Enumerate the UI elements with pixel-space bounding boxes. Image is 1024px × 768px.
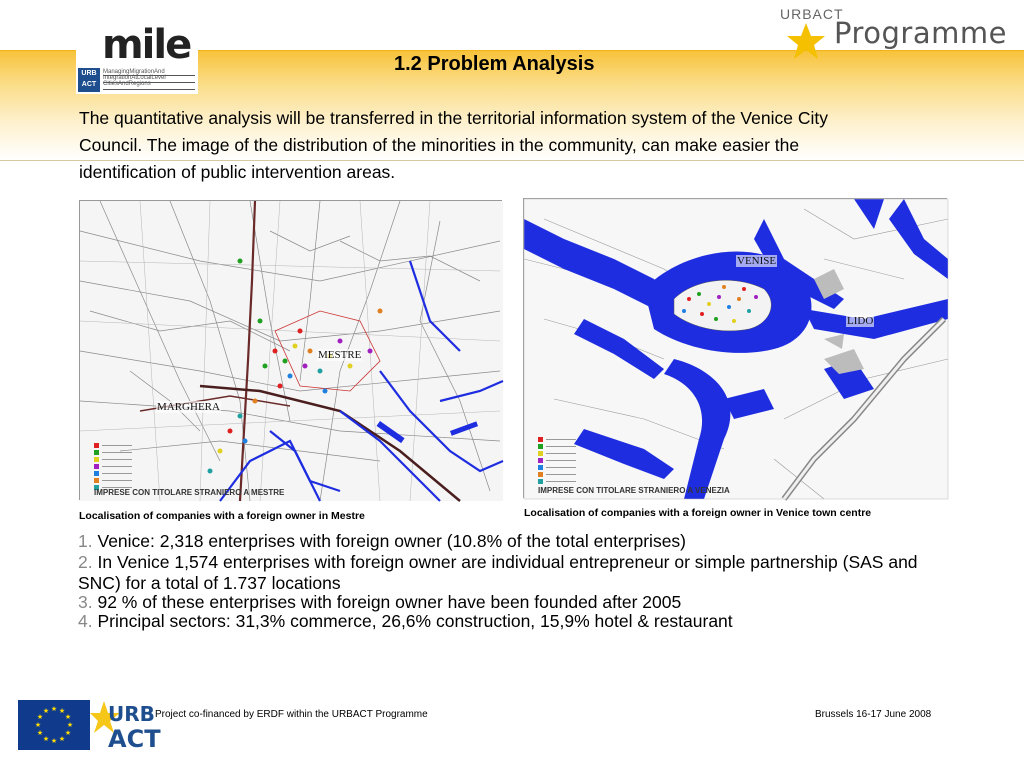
mestre-map-legend xyxy=(94,443,140,492)
mestre-map-inner-caption: IMPRESE CON TITOLARE STRANIERO A MESTRE xyxy=(94,488,285,497)
svg-text:★: ★ xyxy=(36,729,44,737)
fact-item xyxy=(78,592,958,613)
map-label-lido: LIDO xyxy=(847,315,874,327)
urbact-programme-logo xyxy=(778,6,1018,54)
intro-paragraph: The quantitative analysis will be transferred in the territorial information system of the Venice City Council. The image of the distribution of the minorities in the community, can make easier the identification of public intervention areas. xyxy=(79,108,828,182)
venice-map-caption: Localisation of companies with a foreign owner in Venice town centre xyxy=(524,507,872,519)
svg-text:★: ★ xyxy=(66,721,74,729)
mile-logo-text: mile xyxy=(102,22,191,68)
legend-swatch xyxy=(538,472,543,477)
legend-swatch xyxy=(538,437,543,442)
svg-text:★: ★ xyxy=(64,713,72,721)
legend-swatch xyxy=(538,458,543,463)
footer-date: Brussels 16-17 June 2008 xyxy=(815,709,932,720)
footer-funding-note: Project co-financed by ERDF within the URBACT Programme xyxy=(155,709,428,720)
svg-text:★: ★ xyxy=(42,707,50,715)
page-title: 1.2 Problem Analysis xyxy=(394,53,595,75)
venice-map-legend xyxy=(538,437,584,486)
fact-item xyxy=(78,552,958,594)
fact-text: Principal sectors: 31,3% commerce, 26,6% construction, 15,9% hotel & restaurant xyxy=(97,611,733,631)
legend-swatch xyxy=(538,465,543,470)
legend-swatch xyxy=(538,479,543,484)
fact-text: In Venice 1,574 enterprises with foreign owner are individual entrepreneur or simple partnership (SAS and SNC) for a total of 1.737 locations xyxy=(78,552,918,593)
urbact-mini-icon: URB ACT xyxy=(78,68,100,92)
legend-swatch xyxy=(538,444,543,449)
svg-text:★: ★ xyxy=(50,737,58,745)
fact-text: Venice: 2,318 enterprises with foreign owner (10.8% of the total enterprises) xyxy=(97,531,687,551)
legend-swatch xyxy=(94,478,99,483)
fact-item xyxy=(78,531,958,552)
svg-text:★: ★ xyxy=(34,721,42,729)
svg-text:★: ★ xyxy=(42,735,50,743)
fact-number: 2. xyxy=(78,552,93,572)
legend-swatch xyxy=(538,451,543,456)
svg-text:ACT: ACT xyxy=(108,725,161,753)
legend-swatch xyxy=(94,457,99,462)
urbact-label: URBACT xyxy=(780,6,844,22)
fact-number: 3. xyxy=(78,592,93,612)
eu-flag-icon xyxy=(18,700,90,750)
map-label-venise: VENISE xyxy=(737,255,777,267)
fact-number: 1. xyxy=(78,531,93,551)
venice-map-image xyxy=(523,198,947,498)
mestre-map-caption: Localisation of companies with a foreign owner in Mestre xyxy=(79,510,365,522)
legend-swatch xyxy=(94,443,99,448)
svg-text:URB: URB xyxy=(108,702,155,726)
map-label-mestre: MESTRE xyxy=(318,349,362,361)
urbact-star-icon xyxy=(786,22,826,60)
svg-text:★: ★ xyxy=(58,735,66,743)
mile-logo-lines xyxy=(103,69,195,90)
programme-label: Programme xyxy=(834,16,1007,50)
mestre-map-graphic xyxy=(80,201,503,501)
facts-list xyxy=(78,531,958,632)
mestre-map-image xyxy=(79,200,502,500)
svg-text:★: ★ xyxy=(64,729,72,737)
map-label-marghera: MARGHERA xyxy=(157,401,220,413)
legend-swatch xyxy=(94,464,99,469)
mile-logo-subtitle xyxy=(78,68,196,92)
svg-text:★: ★ xyxy=(50,705,58,713)
urbact-logo xyxy=(94,697,161,753)
fact-text: 92 % of these enterprises with foreign owner have been founded after 2005 xyxy=(97,592,682,612)
fact-item xyxy=(78,611,958,632)
legend-swatch xyxy=(94,450,99,455)
legend-swatch xyxy=(94,471,99,476)
svg-text:★: ★ xyxy=(36,713,44,721)
mile-logo xyxy=(76,20,198,94)
venice-map-inner-caption: IMPRESE CON TITOLARE STRANIERO A VENEZIA xyxy=(538,486,730,495)
venice-map-graphic xyxy=(524,199,948,499)
mile-logo-subtext: ManagingMigrationAnd IntegrationAtLocalLevel CitiesAndRegions xyxy=(103,69,195,76)
fact-number: 4. xyxy=(78,611,93,631)
svg-text:★: ★ xyxy=(58,707,66,715)
